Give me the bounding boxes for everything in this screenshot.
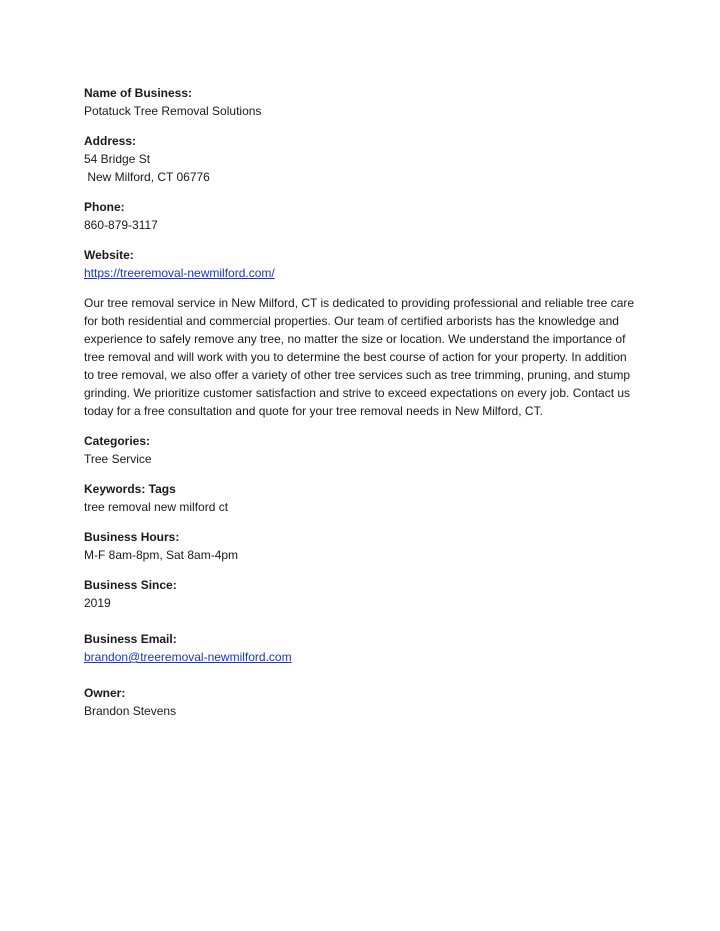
keywords-value: tree removal new milford ct [84,500,229,514]
address-section [84,132,640,186]
business-description: Our tree removal service in New Milford, CT is dedicated to providing professional and reliable tree care for both residential and commercial properties. Our team of certified arborists has the knowledge and experience to safely remove any tree, no matter the size or location. We understand the importance of tree removal and will work with you to determine the best course of action for your property. In addition to tree removal, we also offer a variety of other tree services such as tree trimming, pruning, and stump grinding. We prioritize customer satisfaction and strive to exceed expectations on every job. Contact us today for a free consultation and quote for your tree removal needs in New Milford, CT. [84,296,635,418]
email-link[interactable]: brandon@treeremoval-newmilford.com [84,650,292,664]
address-line-2: New Milford, CT 06776 [84,170,210,184]
business-name-label: Name of Business: [84,86,193,100]
phone-section [84,198,640,234]
phone-value: 860-879-3117 [84,218,158,232]
hours-value: M-F 8am-8pm, Sat 8am-4pm [84,548,239,562]
email-section [84,630,640,666]
owner-value: Brandon Stevens [84,704,177,718]
business-name-value: Potatuck Tree Removal Solutions [84,104,262,118]
since-value: 2019 [84,596,111,610]
website-link[interactable]: https://treeremoval-newmilford.com/ [84,266,275,280]
email-label: Business Email: [84,632,177,646]
hours-label: Business Hours: [84,530,180,544]
keywords-label: Keywords: Tags [84,482,176,496]
since-section [84,576,640,612]
keywords-section [84,480,640,516]
since-label: Business Since: [84,578,177,592]
hours-section [84,528,640,564]
owner-section [84,684,640,720]
website-section [84,246,640,282]
document-page [84,84,640,732]
phone-label: Phone: [84,200,125,214]
business-name-section [84,84,640,120]
address-label: Address: [84,134,137,148]
website-label: Website: [84,248,134,262]
address-line-1: 54 Bridge St [84,152,151,166]
categories-value: Tree Service [84,452,152,466]
categories-label: Categories: [84,434,151,448]
categories-section [84,432,640,468]
owner-label: Owner: [84,686,126,700]
